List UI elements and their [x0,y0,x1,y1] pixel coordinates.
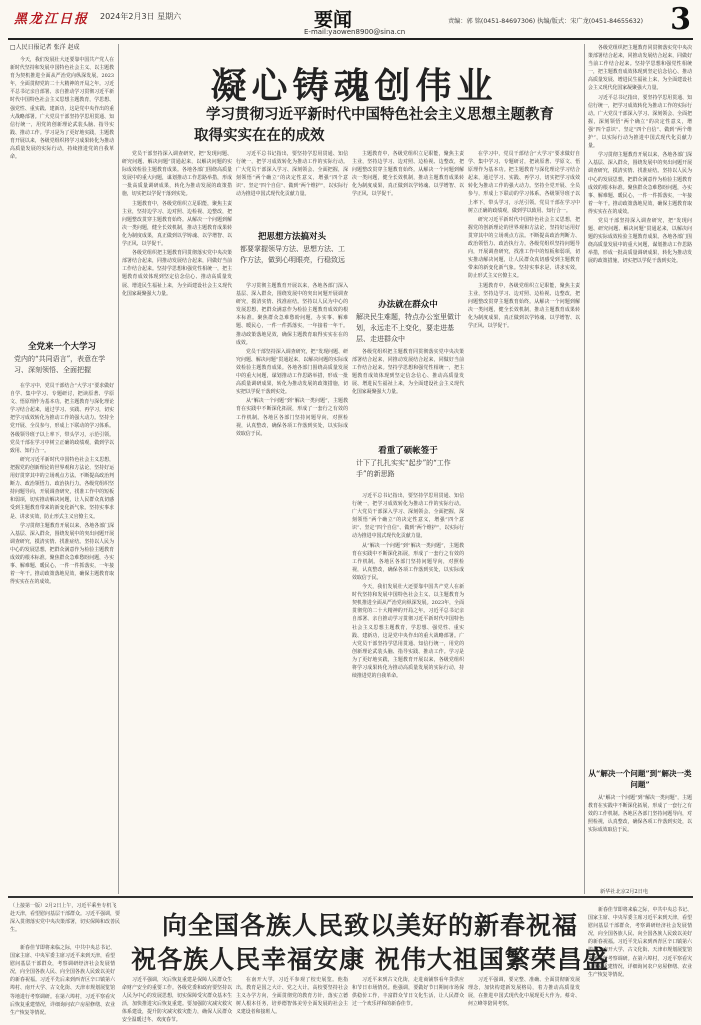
column-paragraph: 今天，我们发展壮大还要靠中国共产党人在新时代坚持和发展中国特色社会主义、以主题教育为契机推进全面从严治党向纵深发展。2023年，全面贯彻党的二十大精神的开局之年。习近平总书记亲自部署、亲自推动学习贯彻习近平新时代中国特色社会主义思想主题教育，学思想、强党性、重实践、建新功，这是党中央作出的重大战略部署。广大党员干部坚持学思用贯通、知信行统一，用党的创新理论武装头脑、指导实践、推动工作。学习是为了更好地实践，主题教育开展以来，各级党组织将学习成果转化为推动高质量发展的实际行动，持续推进党的自我革命。 [10,57,114,161]
column-paragraph: 在南开大学，习近平参观了校史展览。他指出，教育是国之大计、党之大计。高校要坚持社会主义办学方向，全面贯彻党的教育方针，落实立德树人根本任务，培养德智体美劳全面发展的社会主义建设者和接班人。 [236,977,348,1016]
subhead-2: 把思想方法搞对头 [257,232,326,242]
article-column-1 [10,56,114,336]
byline: □人民日报记者 张洋 赵成 [10,44,80,51]
bottom-column-1 [10,944,115,1020]
bottom-column-2 [122,976,232,1024]
subhead-4: 看重了硕帐签于 [378,446,438,456]
article-column-3b [236,282,348,890]
article-column-6 [588,44,692,764]
article-column-1b [10,382,114,890]
subhead-3: 办法就在群众中 [378,300,438,310]
editor-credits: 责编：郭 铭(0451-84697306) 执编/版式：宋广龙(0451-84655632) [448,18,644,25]
column-paragraph: 学习贯彻主题教育开展以来，各地各部门深入基层、深入群众，围绕发展中的突出问题开展调查研究，摸清实情、找准症结。坚持以人民为中心的发展思想，把群众满意作为检验主题教育成效的根本标准。聚焦群众急难愁盼问题，办实事、解难题、暖民心，一件一件抓落实，一年接着一年干。推动政策落地见效，确保主题教育取得实实在在的成效。 [10,522,114,586]
article-column-4c [352,492,464,890]
column-paragraph: 党员干部坚持深入调查研究，把“发现问题、研究问题、解决问题”贯通起来，以解决问题的实际成效检验主题教育成果。各地各部门围绕高质量发展中的重大问题，谋划推动工作思路举措，形成一批高质量调研成果，转化为推动发展的政策措施，切实把以学促干落到实处。 [588,217,692,265]
masthead [8,4,693,38]
column-paragraph: 学习贯彻主题教育开展以来，各地各部门深入基层、深入群众，围绕发展中的突出问题开展调查研究，摸清实情、找准症结。坚持以人民为中心的发展思想，把群众满意作为检验主题教育成效的根本标准。聚焦群众急难愁盼问题，办实事、解难题、暖民心，一件一件抓落实，一年接着一年干。推动政策落地见效，确保主题教育取得实实在在的成效。 [236,283,348,346]
column-paragraph: 在学习中，党员干部结合“大学习”要求做好自学、集中学习、专题研讨，把读原著、学原文、悟原理作为基本功。把主题教育与深化理论学习结合起来，通过学习、实践、再学习，切实把学习成效转化为推动工作的强大动力。坚持全党开展、全员参与，形成上下联动的学习体系。各级领导班子以上率下，带头学习，示范引领。党员干部在学习中树立正确的政绩观，做到学以致用、知行合一。 [468,151,580,214]
column-paragraph: 研究习近平新时代中国特色社会主义思想，把握党的创新理论的世界观和方法论，坚持好运用好贯穿其中的立场观点方法。不断提高政治判断力、政治领悟力、政治执行力。各级党组织坚持问题导向，开展调查研究，找准工作中的短板和弱项，切实推动解决问题，让人民群众真切感受到主题教育带来的新变化新气象。坚持实事求是、讲求实效，防止形式主义官僚主义。 [468,216,580,280]
subhead-5: 从“解决一个问题”到“解决一类问题” [588,769,692,789]
issue-date: 2024年2月3日 星期六 [100,12,182,21]
section-divider [8,896,693,898]
sub-headline [180,104,580,146]
column-paragraph: 今天，我们发展壮大还要靠中国共产党人在新时代坚持和发展中国特色社会主义、以主题教育为契机推进全面从严治党向纵深发展。2023年，全面贯彻党的二十大精神的开局之年。习近平总书记亲自部署、亲自推动学习贯彻习近平新时代中国特色社会主义思想主题教育，学思想、强党性、重实践、建新功，这是党中央作出的重大战略部署。广大党员干部坚持学思用贯通、知信行统一，用党的创新理论武装头脑、指导实践、推动工作。学习是为了更好地实践，主题教育开展以来，各级党组织将学习成果转化为推动高质量发展的实际行动，持续推进党的自我革命。 [352,584,464,680]
main-headline: 凝心铸魂创伟业 [210,65,498,107]
column-paragraph: 研究习近平新时代中国特色社会主义思想，把握党的创新理论的世界观和方法论，坚持好运用好贯穿其中的立场观点方法。不断提高政治判断力、政治领悟力、政治执行力。各级党组织坚持问题导向，开展调查研究，找准工作中的短板和弱项，切实推动解决问题，让人民群众真切感受到主题教育带来的新变化新气象。坚持实事求是、讲求实效，防止形式主义官僚主义。 [10,456,114,520]
column-paragraph: 习近平强调，灾后恢复重建是保障人民群众生命财产安全的重要工作。各级党委和政府要坚持以人民为中心的发展思想，切实保障受灾群众基本生活，加快推进灾后恢复重建。要加强防灾减灾救灾体系建设，提升防灾减灾救灾能力，确保人民群众安全温暖过冬、欢度春节。 [122,977,232,1024]
article-column-6b [588,794,692,886]
column-paragraph: 各级党组织把主题教育同贯彻落实党中央决策部署结合起来，同推动发展结合起来，同做好当前工作结合起来。坚持学思想和强党性相统一，把主题教育成效体现到坚定信念信心、推动高质量发展、增进民生福祉上来，为全面建设社会主义现代化国家凝聚强大力量。 [122,250,232,297]
column-paragraph: 党员干部坚持深入调查研究，把“发现问题、研究问题、解决问题”贯通起来，以解决问题的实际成效检验主题教育成果。各地各部门围绕高质量发展中的重大问题，谋划推动工作思路举措，形成一批高质量调研成果，转化为推动发展的政策措施，切实把以学促干落到实处。 [236,348,348,396]
column-paragraph: 习近平总书记指出，要坚持学思用贯通、知信行统一，把学习成效转化为推动工作的实际行动。广大党员干部深入学习、深刻领会、全面把握，深刻领悟“两个确立”的决定性意义，增强“四个意识”、坚定“四个自信”、做到“两个维护”，以实际行动为推进中国式现代化贡献力量。 [352,493,464,540]
column-paragraph: 主题教育中，各级党组织立足职能，聚焦主责主业，坚持边学习、边对照、边检视、边整改，把问题整改贯穿主题教育始终。从解决一个问题到解决一类问题，健全长效机制，推动主题教育成果转化为制度成果，真正做到以学铸魂、以学增智、以学正风、以学促干。 [352,151,464,198]
article-column-3a [236,150,348,228]
column-divider [118,44,119,894]
article-column-4a [352,150,464,294]
page-number: 3 [670,2,691,37]
subhead-1-quote: 党内的“共同语言”，表意在学习、深刻领悟、全面把握 [14,355,106,374]
article-column-4b [352,348,464,438]
paper-name: 黑龙江日报 [14,12,90,27]
subhead-1: 全党来一个大学习 [27,342,96,352]
bottom-column-3 [236,976,348,1020]
article-column-5 [468,150,580,890]
column-paragraph: 习近平来到古文化街，走进商铺察看年货供应和节日市场情况。他强调，要做好节日期间市场保供稳价工作，丰富群众节日文化生活，让人民群众过一个欢乐祥和的新春佳节。 [352,977,464,1008]
column-paragraph: 新春佳节即将来临之际，中共中央总书记、国家主席、中央军委主席习近平来到天津，看望慰问基层干部群众，考察调研经济社会发展情况，向全国各族人民、向全国各族人民致以美好的新春祝福。习近平先后来到西青区辛口镇第六埠村、南开大学、古文化街、天津市规划展览馆等地进行考察调研。在第六埠村，习近平察看灾后恢复重建情况，详细询问农户房屋修缮、农业生产恢复等情况。 [588,907,692,978]
bottom-column-4 [352,976,464,1020]
section-title: 要闻 [314,9,353,31]
column-paragraph: 在学习中，党员干部结合“大学习”要求做好自学、集中学习、专题研讨，把读原著、学原文、悟原理作为基本功。把主题教育与深化理论学习结合起来，通过学习、实践、再学习，切实把学习成效转化为推动工作的强大动力。坚持全党开展、全员参与，形成上下联动的学习体系。各级领导班子以上率下，带头学习，示范引领。党员干部在学习中树立正确的政绩观，做到学以致用、知行合一。 [10,383,114,454]
column-paragraph: 从“解决一个问题”到“解决一类问题”，主题教育在实践中不断深化拓展，形成了一套行之有效的工作机制。各地区各部门坚持问题导向，对照检视，认真整改，确保各项工作落到实处，以实际成效取信于民。 [352,542,464,581]
column-paragraph: 主题教育中，各级党组织立足职能，聚焦主责主业，坚持边学习、边对照、边检视、边整改，把问题整改贯穿主题教育始终。从解决一个问题到解决一类问题，健全长效机制，推动主题教育成果转化为制度成果，真正做到以学铸魂、以学增智、以学正风、以学促干。 [122,200,232,248]
bottom-intro: （上接第一版）2月2日上午，习近平乘坐专机飞赴天津，看望慰问基层干部群众。习近平强调，要深入贯彻落实党中央决策部署，切实保障和改善民生。 [10,903,121,933]
subhead-4-quote: 计下了扎扎实实“起步”的“工作手”的新思路 [356,459,451,478]
column-paragraph: 从“解决一个问题”到“解决一类问题”，主题教育在实践中不断深化拓展，形成了一套行之有效的工作机制。各地区各部门坚持问题导向，对照检视，认真整改，确保各项工作落到实处，以实际成效取信于民。 [588,795,692,834]
article-column-2 [122,150,232,890]
bottom-column-5 [468,976,580,1020]
column-paragraph: 学习贯彻主题教育开展以来，各地各部门深入基层、深入群众，围绕发展中的突出问题开展调查研究，摸清实情、找准症结。坚持以人民为中心的发展思想，把群众满意作为检验主题教育成效的根本标准。聚焦群众急难愁盼问题，办实事、解难题、暖民心，一件一件抓落实，一年接着一年干。推动政策落地见效，确保主题教育取得实实在在的成效。 [588,152,692,215]
section-email: E-mail:yaowen8900@sina.cn [304,28,406,36]
masthead-rule [8,38,693,40]
subhead-3-quote: 解决民生难题，特点办公室里做计划，永远走不上变化，要走进基层、走进群众中 [356,313,461,343]
bottom-headline-2: 祝各族人民幸福安康 祝伟大祖国繁荣昌盛 [131,945,609,974]
sub-headline-line2: 取得实实在在的成效 [194,127,325,144]
column-divider [584,44,585,894]
subhead-2-quote: 都要掌握领导方法、思想方法、工作方法，做到心明眼亮，行稳致远 [240,245,345,264]
column-paragraph: 习近平总书记指出，要坚持学思用贯通、知信行统一，把学习成效转化为推动工作的实际行动。广大党员干部深入学习、深刻领会、全面把握，深刻领悟“两个确立”的决定性意义，增强“四个意识”、坚定“四个自信”、做到“两个维护”，以实际行动为推进中国式现代化贡献力量。 [588,94,692,150]
bottom-column-6 [588,906,692,1002]
column-paragraph: 各级党组织把主题教育同贯彻落实党中央决策部署结合起来，同推动发展结合起来，同做好当前工作结合起来。坚持学思想和强党性相统一，把主题教育成效体现到坚定信念信心、推动高质量发展、增进民生福祉上来，为全面建设社会主义现代化国家凝聚强大力量。 [588,45,692,92]
column-paragraph: 党员干部坚持深入调查研究，把“发现问题、研究问题、解决问题”贯通起来，以解决问题的实际成效检验主题教育成果。各地各部门围绕高质量发展中的重大问题，谋划推动工作思路举措，形成一批高质量调研成果，转化为推动发展的政策措施，切实把以学促干落到实处。 [122,151,232,198]
sub-headline-line1: 学习贯彻习近平新时代中国特色社会主义思想主题教育 [206,106,554,123]
dateline-signature: 新华社北京2月2日电 [600,889,649,895]
column-paragraph: 从“解决一个问题”到“解决一类问题”，主题教育在实践中不断深化拓展，形成了一套行之有效的工作机制。各地区各部门坚持问题导向，对照检视，认真整改，确保各项工作落到实处，以实际成效取信于民。 [236,398,348,437]
bottom-headline-1: 向全国各族人民致以美好的新春祝福 [161,911,578,940]
column-paragraph: 习近平总书记指出，要坚持学思用贯通、知信行统一，把学习成效转化为推动工作的实际行动。广大党员干部深入学习、深刻领会、全面把握，深刻领悟“两个确立”的决定性意义，增强“四个意识”、坚定“四个自信”、做到“两个维护”，以实际行动为推进中国式现代化贡献力量。 [236,151,348,198]
column-paragraph: 习近平强调，要完整、准确、全面贯彻新发展理念，加快构建新发展格局，着力推动高质量发展，在推进中国式现代化中展现更大作为。蔡奇、何立峰等陪同考察。 [468,977,580,1008]
column-paragraph: 新春佳节即将来临之际，中共中央总书记、国家主席、中央军委主席习近平来到天津，看望慰问基层干部群众，考察调研经济社会发展情况，向全国各族人民、向全国各族人民致以美好的新春祝福。习近平先后来到西青区辛口镇第六埠村、南开大学、古文化街、天津市规划展览馆等地进行考察调研。在第六埠村，习近平察看灾后恢复重建情况，详细询问农户房屋修缮、农业生产恢复等情况。 [10,945,115,1016]
column-paragraph: 各级党组织把主题教育同贯彻落实党中央决策部署结合起来，同推动发展结合起来，同做好当前工作结合起来。坚持学思想和强党性相统一，把主题教育成效体现到坚定信念信心、推动高质量发展、增进民生福祉上来，为全面建设社会主义现代化国家凝聚强大力量。 [352,349,464,396]
column-paragraph: 主题教育中，各级党组织立足职能，聚焦主责主业，坚持边学习、边对照、边检视、边整改，把问题整改贯穿主题教育始终。从解决一个问题到解决一类问题，健全长效机制，推动主题教育成果转化为制度成果，真正做到以学铸魂、以学增智、以学正风、以学促干。 [468,282,580,329]
